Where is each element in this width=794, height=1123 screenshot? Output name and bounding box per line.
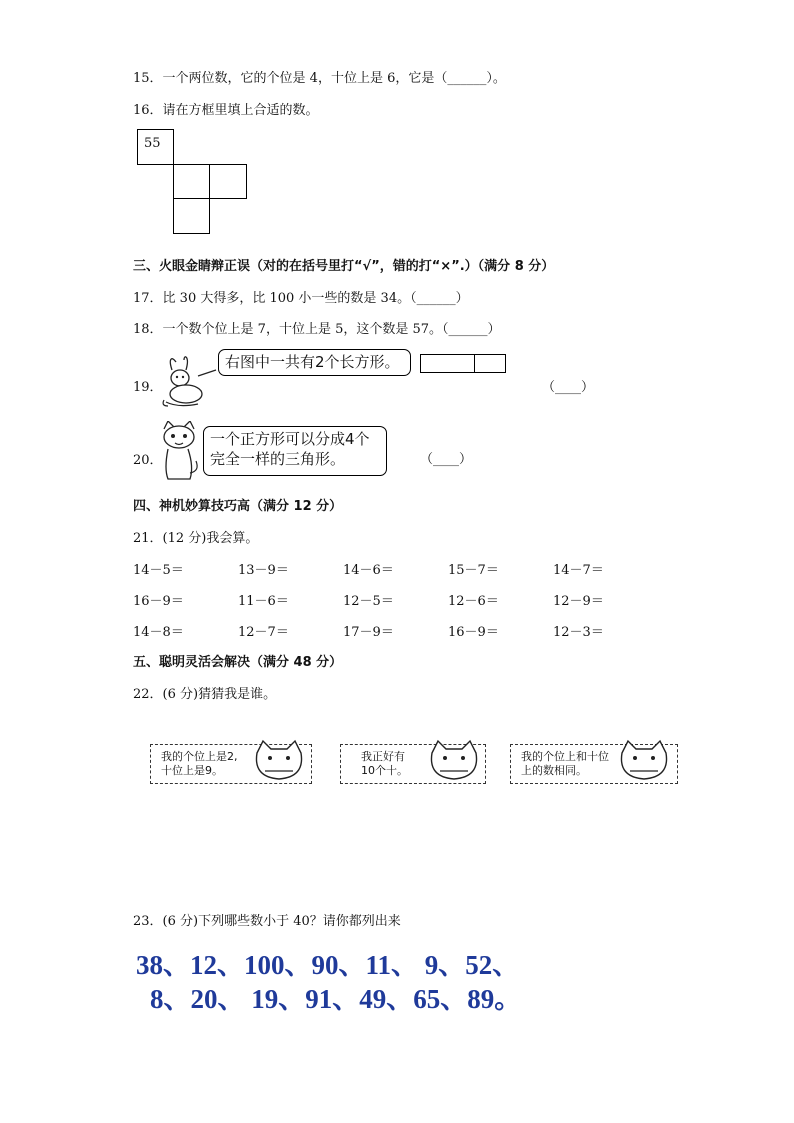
section-5-heading: 五、聪明灵活会解决（满分 48 分）	[133, 655, 343, 670]
rectangle-right	[474, 354, 506, 373]
question-21: 21．(12 分)我会算。	[133, 531, 259, 546]
calc-item: 12－9＝	[553, 594, 604, 609]
speech-bubble-20	[203, 426, 387, 476]
calc-item: 13－9＝	[238, 563, 289, 578]
cat-icon	[158, 421, 200, 483]
calc-item: 14－8＝	[133, 625, 184, 640]
question-17: 17．比 30 大得多，比 100 小一些的数是 34。（______）	[133, 291, 469, 306]
riddle-card-1-line1: 我的个位上是2,	[161, 750, 238, 763]
speech-bubble-20-line1: 一个正方形可以分成4个	[210, 430, 370, 448]
grid-cell-blank[interactable]	[173, 198, 210, 234]
question-23: 23．(6 分)下列哪些数小于 40？请你都列出来	[133, 914, 401, 929]
riddle-card-3-line1: 我的个位上和十位	[521, 750, 609, 763]
grid-cell-blank[interactable]	[209, 164, 247, 199]
question-16: 16．请在方框里填上合适的数。	[133, 103, 319, 118]
calc-item: 11－6＝	[238, 594, 289, 609]
grid-cell-blank[interactable]	[173, 164, 210, 199]
question-18: 18．一个数个位上是 7，十位上是 5，这个数是 57。（______）	[133, 322, 501, 337]
speech-bubble-20-line2: 完全一样的三角形。	[210, 450, 346, 468]
calc-item: 14－5＝	[133, 563, 184, 578]
section-4-heading: 四、神机妙算技巧高（满分 12 分）	[133, 499, 343, 514]
question-19-number: 19．	[133, 380, 163, 395]
calc-item: 14－6＝	[343, 563, 394, 578]
answer-paren-19[interactable]: （____）	[542, 380, 595, 395]
answer-paren-20[interactable]: （____）	[420, 452, 473, 467]
riddle-card-2-line1: 我正好有	[361, 750, 405, 763]
calc-item: 12－3＝	[553, 625, 604, 640]
cat-face-answer-icon[interactable]	[253, 737, 305, 783]
rectangle-left	[420, 354, 475, 373]
cat-face-answer-icon[interactable]	[618, 737, 670, 783]
calc-item: 12－7＝	[238, 625, 289, 640]
question-15: 15．一个两位数，它的个位是 4，十位上是 6，它是（______）。	[133, 71, 506, 86]
section-3-heading: 三、火眼金睛辩正误（对的在括号里打“√”，错的打“×”.）（满分 8 分）	[133, 259, 555, 274]
speech-bubble-19: 右图中一共有2个长方形。	[218, 349, 411, 376]
question-20-number: 20．	[133, 453, 163, 468]
calc-item: 16－9＝	[448, 625, 499, 640]
numbers-line-1: 38、12、100、90、11、 9、52、	[136, 950, 520, 980]
numbers-line-2: 8、20、 19、91、49、65、89。	[150, 984, 522, 1014]
grid-cell-given: 55	[137, 129, 174, 165]
calc-item: 12－5＝	[343, 594, 394, 609]
calc-item: 12－6＝	[448, 594, 499, 609]
calc-item: 17－9＝	[343, 625, 394, 640]
calc-item: 15－7＝	[448, 563, 499, 578]
rabbit-icon	[158, 356, 218, 412]
question-22: 22．(6 分)猜猜我是谁。	[133, 687, 277, 702]
riddle-card-1-line2: 十位上是9。	[161, 764, 223, 777]
cat-face-answer-icon[interactable]	[428, 737, 480, 783]
calc-item: 16－9＝	[133, 594, 184, 609]
calc-item: 14－7＝	[553, 563, 604, 578]
riddle-card-2-line2: 10个十。	[361, 764, 408, 777]
riddle-card-3-line2: 上的数相同。	[521, 764, 587, 777]
